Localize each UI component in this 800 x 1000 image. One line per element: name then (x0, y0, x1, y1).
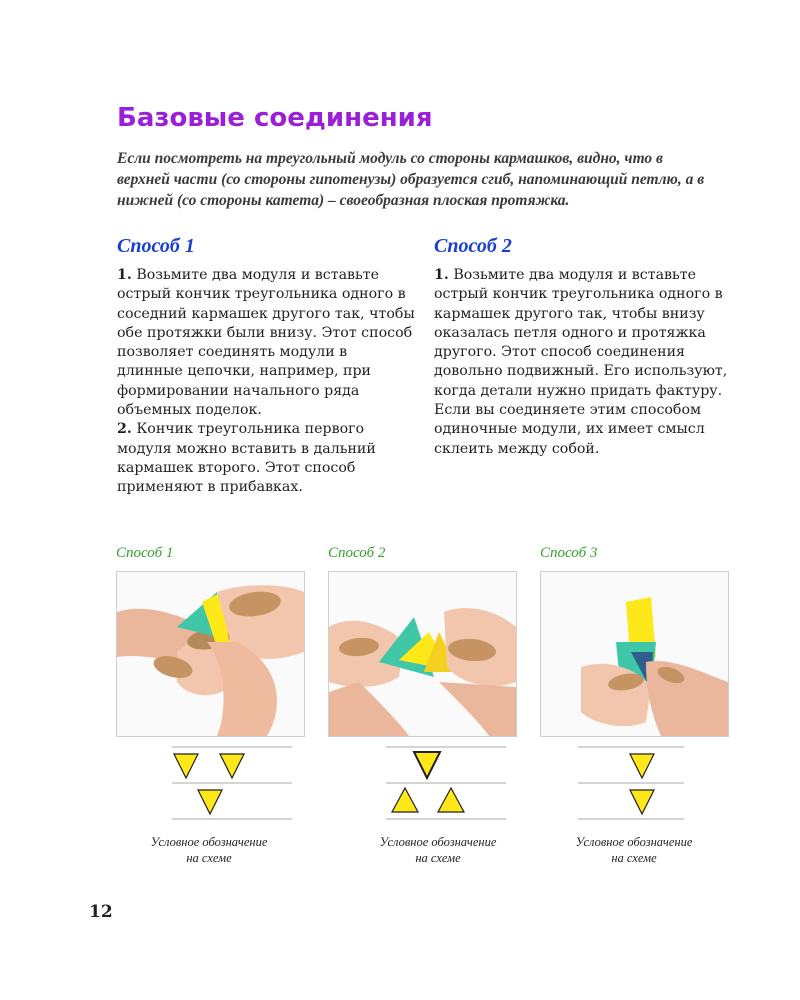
intro-paragraph: Если посмотреть на треугольный модуль со стороны кармашков, видно, что в верхней части (со стороны гипотенузы) образуется сгиб, напоминающий петлю, а в нижней (со стороны катета) – своеобразная плоская протяжка. (117, 150, 705, 209)
module-down-icon (220, 754, 244, 778)
method-1-step-1 (117, 266, 417, 420)
figure-1-schema (172, 746, 292, 820)
step-text: Возьмите два модуля и вставьте острый кончик треугольника одного в соседний кармашек другого так, чтобы обе протяжки были внизу. Этот способ позволяет соединять модули в длинные цепочки, например, при формировании начального ряда объемных поделок. (117, 267, 415, 419)
page-title: Базовые соединения (117, 103, 433, 133)
page-number: 12 (89, 902, 113, 922)
module-down-icon (630, 754, 654, 778)
method-1-step-2 (117, 420, 417, 497)
figure-3-caption: Способ 3 (540, 545, 598, 561)
module-down-icon (414, 752, 440, 778)
figure-2-schema (386, 746, 506, 820)
method-2-title: Способ 2 (434, 235, 512, 257)
figure-3-schema-caption (549, 834, 719, 866)
module-up-icon (438, 788, 464, 812)
figure-1-schema-caption (124, 834, 294, 866)
method-1-title: Способ 1 (117, 235, 195, 257)
figure-3-photo (540, 571, 729, 737)
caption-line: Условное обозначение (379, 835, 497, 849)
figure-2-photo (328, 571, 517, 737)
method-2-column (434, 235, 734, 459)
module-up-icon (392, 788, 418, 812)
step-text: Кончик треугольника первого модуля можно вставить в дальний кармашек второго. Этот способ применяют в прибавках. (117, 421, 376, 496)
method-1-column (117, 235, 417, 498)
step-number: 1. (434, 267, 449, 283)
figure-2-schema-caption (353, 834, 523, 866)
caption-line: Условное обозначение (575, 835, 693, 849)
figure-1-caption: Способ 1 (116, 545, 174, 561)
module-down-icon (630, 790, 654, 814)
module-down-icon (174, 754, 198, 778)
figure-1-photo (116, 571, 305, 737)
caption-line: на схеме (186, 851, 232, 865)
caption-line: на схеме (415, 851, 461, 865)
figure-2-caption: Способ 2 (328, 545, 386, 561)
method-2-step-1 (434, 266, 734, 459)
caption-line: на схеме (611, 851, 657, 865)
step-text: Возьмите два модуля и вставьте острый кончик треугольника одного в кармашек другого так, чтобы внизу оказалась петля одного и протяжка другого. Этот способ соединения довольно подвижный. Его используют, когда детали нужно придать фактуру. Если вы соединяете этим способом одиночные модули, их имеет смысл склеить между собой. (434, 267, 728, 457)
step-number: 2. (117, 421, 132, 438)
step-number: 1. (117, 267, 132, 283)
caption-line: Условное обозначение (150, 835, 268, 849)
figure-3-schema (578, 746, 698, 820)
module-down-icon (198, 790, 222, 814)
